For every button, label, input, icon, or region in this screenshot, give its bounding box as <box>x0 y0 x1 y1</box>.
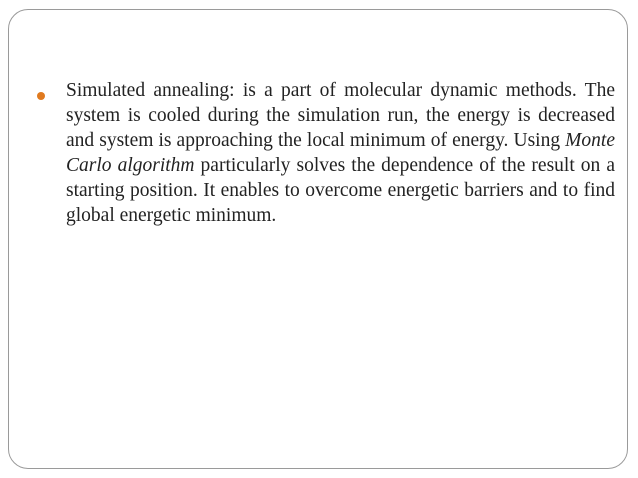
slide-frame <box>8 9 628 469</box>
bullet-dot-icon <box>37 92 45 100</box>
bullet-text <box>66 78 615 228</box>
bullet-text-start: Simulated annealing: is a part of molecular dynamic methods. The system is cooled during the simulation run, the energy is decreased and system is approaching the local minimum of energy. Using <box>66 80 615 151</box>
bullet-text-emphasis: Monte Carlo algorithm <box>66 130 615 176</box>
bullet-item <box>37 78 615 228</box>
bullet-text-end: particularly solves the dependence of the result on a starting position. It enables to overcome energetic barriers and to find global energetic minimum. <box>66 155 616 226</box>
